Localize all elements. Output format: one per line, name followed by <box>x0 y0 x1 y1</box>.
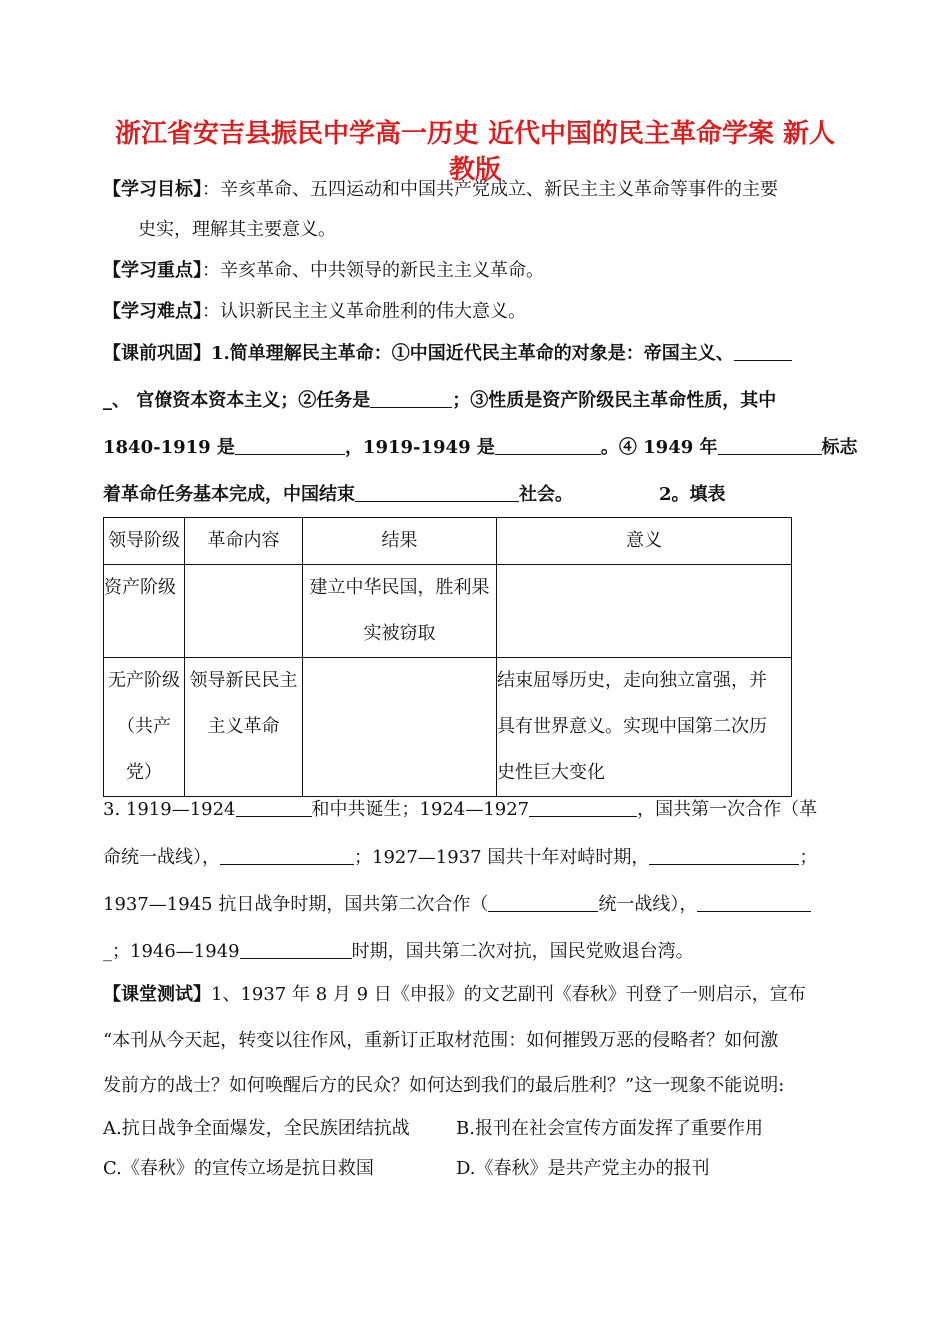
option-d: D.《春秋》是共产党主办的报刊 <box>456 1158 710 1179</box>
preview-text-1: 1.简单理解民主革命：①中国近代民主革命的对象是：帝国主义、 <box>211 343 734 364</box>
cell-line: 无产阶级 <box>108 670 180 691</box>
test-label: 【课堂测试】 <box>103 984 211 1005</box>
test-line-2: “本刊从今天起，转变以往作风，重新订正取材范围：如何摧毁万恶的侵略者？如何激 <box>103 1030 779 1051</box>
blank <box>718 436 822 455</box>
q3-text: 1937—1945 抗日战争时期，国共第二次合作（ <box>103 894 489 915</box>
table-cell <box>185 565 303 658</box>
table-cell: 资产阶级 <box>104 565 185 658</box>
difficulty-label: 【学习难点】 <box>103 301 202 322</box>
preview-text-4c: 2。填表 <box>659 484 726 505</box>
table-cell <box>497 658 792 797</box>
objective-label: 【学习目标】 <box>103 179 202 200</box>
table-header-row <box>104 518 792 565</box>
title-line-2: 教版 <box>448 155 501 185</box>
q3-text: ，国共第一次合作（革 <box>637 799 818 820</box>
cell-line: 结束屈辱历史，走向独立富强，并 <box>497 670 767 691</box>
q3-text: 命统一战线）， <box>103 847 220 868</box>
objective-line <box>103 178 778 202</box>
blank <box>697 893 811 912</box>
q3-line-1 <box>103 798 817 822</box>
table-cell <box>303 658 497 797</box>
cell-line: 党） <box>126 762 162 783</box>
preview-line-2 <box>103 389 776 413</box>
blank <box>495 436 601 455</box>
q3-line-3 <box>103 893 811 917</box>
blank <box>220 846 354 865</box>
option-a: A.抗日战争全面爆发，全民族团结抗战 <box>103 1118 410 1139</box>
cell-line: 领导新民民主 <box>189 670 298 691</box>
preview-text-3b: ，1919-1949 是 <box>344 437 495 458</box>
preview-text-4b: 社会。 <box>519 484 573 505</box>
table-cell <box>104 658 185 797</box>
preview-text-2a: _、 官僚资本资本主义；②任务是 <box>103 390 371 411</box>
objective-line-2: 史实，理解其主要意义。 <box>138 219 336 240</box>
preview-line-3 <box>103 436 858 460</box>
cell-line: 史性巨大变化 <box>497 762 605 783</box>
key-point-text: ：辛亥革命、中共领导的新民主主义革命。 <box>202 260 544 281</box>
preview-label: 【课前巩固】 <box>103 343 211 364</box>
q3-text: 统一战线）， <box>598 894 698 915</box>
table-row <box>104 658 792 797</box>
table-cell <box>185 658 303 797</box>
blank <box>529 798 637 817</box>
cell-line: 具有世界意义。实现中国第二次历 <box>497 716 767 737</box>
table-cell <box>497 565 792 658</box>
objective-text: ：辛亥革命、五四运动和中国共产党成立、新民主主义革命等事件的主要 <box>202 179 778 200</box>
preview-text-4a: 着革命任务基本完成，中国结束 <box>103 484 355 505</box>
preview-text-2b: ；③性质是资产阶级民主革命性质，其中 <box>452 390 777 411</box>
preview-text-3a: 1840-1919 是 <box>103 437 235 458</box>
table-row <box>104 565 792 658</box>
q3-text: ； <box>799 847 818 868</box>
blank <box>488 893 598 912</box>
blank <box>734 342 792 361</box>
q3-text: _；1946—1949 <box>103 941 240 962</box>
preview-text-3d: 标志 <box>821 437 858 458</box>
cell-line: 实被窃取 <box>363 623 436 644</box>
table-header-cell: 意义 <box>497 518 792 565</box>
q3-line-4 <box>103 940 694 964</box>
test-text: 1、1937 年 8 月 9 日《申报》的文艺副刊《春秋》刊登了一则启示，宣布 <box>211 984 806 1005</box>
cell-line: 建立中华民国，胜利果 <box>309 577 490 598</box>
q3-line-2 <box>103 846 817 870</box>
blank <box>240 940 352 959</box>
table-cell <box>303 565 497 658</box>
blank <box>236 798 312 817</box>
test-line-3: 发前方的战士？如何唤醒后方的民众？如何达到我们的最后胜利？”这一现象不能说明: <box>103 1075 785 1096</box>
table-header-cell: 领导阶级 <box>104 518 185 565</box>
key-point-label: 【学习重点】 <box>103 260 202 281</box>
blank <box>649 846 799 865</box>
blank <box>355 483 519 502</box>
preview-line-1 <box>103 342 792 366</box>
blank <box>235 436 345 455</box>
q3-text: 和中共诞生；1924—1927 <box>311 799 530 820</box>
table-header-cell: 结果 <box>303 518 497 565</box>
q3-text: ；1927—1937 国共十年对峙时期， <box>354 847 650 868</box>
q3-text: 时期，国共第二次对抗，国民党败退台湾。 <box>351 941 694 962</box>
table-header-cell: 革命内容 <box>185 518 303 565</box>
title-line-1: 浙江省安吉县振民中学高一历史 近代中国的民主革命学案 新人 <box>114 119 836 149</box>
test-line-1 <box>103 983 806 1007</box>
key-point-line <box>103 259 544 283</box>
blank <box>370 389 452 408</box>
preview-text-3c: 。④ 1949 年 <box>600 437 718 458</box>
cell-line: 主义革命 <box>207 716 280 737</box>
preview-line-4 <box>103 483 726 507</box>
fill-table <box>103 517 792 797</box>
option-b: B.报刊在社会宣传方面发挥了重要作用 <box>456 1118 763 1139</box>
difficulty-line <box>103 300 526 324</box>
q3-text: 3. 1919—1924 <box>103 799 236 820</box>
difficulty-text: ：认识新民主主义革命胜利的伟大意义。 <box>202 301 526 322</box>
option-c: C.《春秋》的宣传立场是抗日救国 <box>103 1158 374 1179</box>
cell-line: （共产 <box>117 716 171 737</box>
